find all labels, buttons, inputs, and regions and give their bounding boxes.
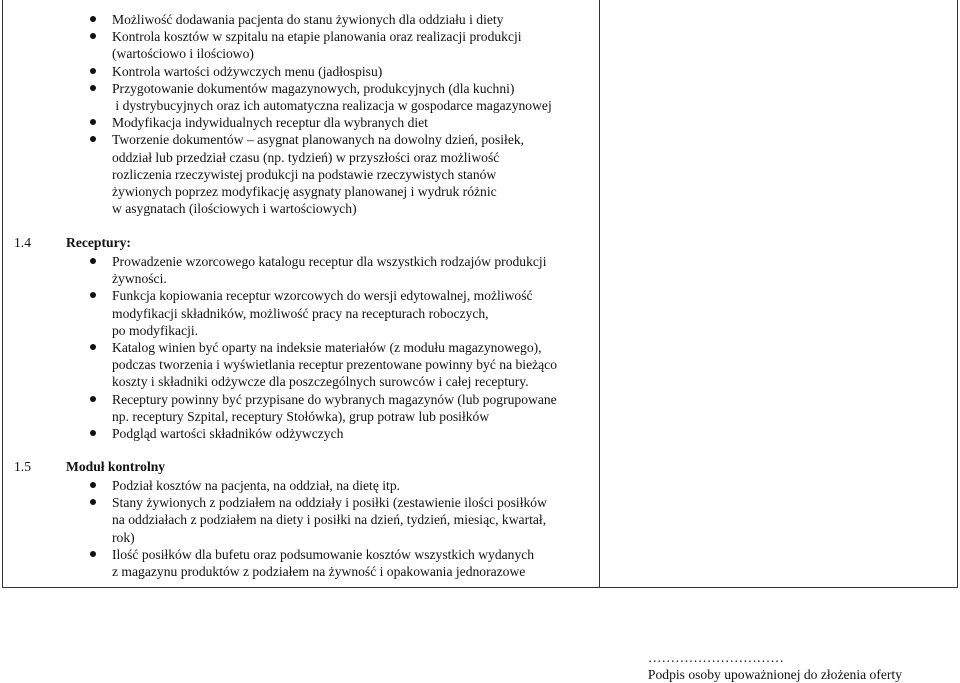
list-item: Podział kosztów na pacjenta, na oddział, na dietę itp. — [0, 477, 596, 494]
signature-line: ………………………… — [647, 650, 784, 665]
signature-block — [648, 649, 902, 683]
list-item: Receptury powinny być przypisane do wybranych magazynów (lub pogrupowane np. receptury Szpital, receptury Stołówka), grup potraw lub posiłków — [0, 391, 596, 425]
bullet-icon — [90, 396, 96, 402]
bullet-icon — [90, 85, 96, 91]
bullet-icon — [90, 33, 96, 39]
bullet-icon — [90, 499, 96, 505]
section-recipes — [0, 235, 596, 442]
list-item: Kontrola wartości odżywczych menu (jadłospisu) — [0, 63, 596, 80]
bullet-icon — [90, 258, 96, 264]
list-item: Funkcja kopiowania receptur wzorcowych do wersji edytowalnej, możliwość modyfikacji składników, możliwość pracy na recepturach roboczych, po modyfikacji. — [0, 287, 596, 339]
list-item: Kontrola kosztów w szpitalu na etapie planowania oraz realizacji produkcji (wartościowo i ilościowo) — [0, 28, 596, 62]
section-top-list — [0, 11, 596, 217]
section-number: 1.4 — [14, 235, 31, 250]
bullet-icon — [90, 119, 96, 125]
bullet-icon — [90, 292, 96, 298]
list-item: Ilość posiłków dla bufetu oraz podsumowanie kosztów wszystkich wydanych z magazynu produktów z podziałem na żywność i opakowania jednorazowe — [0, 546, 596, 580]
section-recipes-list — [0, 235, 596, 442]
bullet-icon — [90, 430, 96, 436]
bullet-icon — [90, 16, 96, 22]
list-item: Stany żywionych z podziałem na oddziały i posiłki (zestawienie ilości posiłków na oddziałach z podziałem na diety i posiłki na dzień, tydzień, miesiąc, kwartał, rok) — [0, 494, 596, 546]
bullet-icon — [90, 551, 96, 557]
section-top — [0, 11, 596, 217]
list-item: Modyfikacja indywidualnych receptur dla wybranych diet — [0, 114, 596, 131]
bullet-icon — [90, 344, 96, 350]
list-item: Podgląd wartości składników odżywczych — [0, 425, 596, 442]
section-control-list — [0, 459, 596, 580]
section-title: Receptury: — [66, 235, 131, 250]
section-title: Moduł kontrolny — [66, 459, 166, 474]
list-item: Prowadzenie wzorcowego katalogu receptur dla wszystkich rodzajów produkcji żywności. — [0, 253, 596, 287]
list-item: Katalog winien być oparty na indeksie materiałów (z modułu magazynowego), podczas tworzenia i wyświetlania receptur prezentowane powinny być na bieżąco koszty i składniki odżywcze dla poszczególnych surowców i całej receptury. — [0, 339, 596, 391]
column-divider — [599, 0, 600, 588]
bullet-icon — [90, 136, 96, 142]
list-item: Tworzenie dokumentów – asygnat planowanych na dowolny dzień, posiłek, oddział lub przedział czasu (np. tydzień) w przyszłości oraz możliwość rozliczenia rzeczywistej produkcji na podstawie rzeczywistych stanów żywionych poprzez modyfikację asygnaty planowanej i wydruk różnic w asygnatach (ilościowych i wartościowych) — [0, 131, 596, 217]
list-item: Możliwość dodawania pacjenta do stanu żywionych dla oddziału i diety — [0, 11, 596, 28]
signature-label: Podpis osoby upoważnionej do złożenia oferty — [647, 667, 902, 682]
bullet-icon — [90, 482, 96, 488]
bullet-icon — [90, 68, 96, 74]
section-control-module — [0, 459, 596, 580]
list-item: Przygotowanie dokumentów magazynowych, produkcyjnych (dla kuchni) i dystrybucyjnych oraz ich automatyczna realizacja w gospodarce magazynowej — [0, 80, 596, 114]
section-number: 1.5 — [14, 459, 31, 474]
